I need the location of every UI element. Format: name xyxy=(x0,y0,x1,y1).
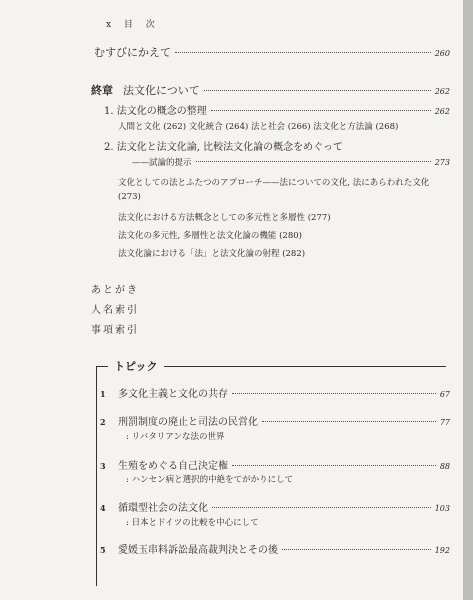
section-2-subtopic: 法文化の多元性, 多層性と法文化論の機能 (280) xyxy=(118,231,302,241)
topic-page: 88 xyxy=(439,462,450,471)
leader-dots xyxy=(232,465,436,466)
toc-section-1 xyxy=(104,102,450,117)
topic-item-2 xyxy=(100,413,450,428)
toc-section-2-subtitle xyxy=(132,156,450,168)
leader-dots xyxy=(232,393,436,394)
leader-dots xyxy=(282,549,431,550)
toc-section-2-title: 2. 法文化と法文化論, 比較法文化論の概念をめぐって xyxy=(104,142,343,153)
topic-title: 刑罰制度の廃止と司法の民営化 xyxy=(118,417,258,428)
toc-entry-musubi xyxy=(94,44,450,60)
back-matter-subject-index: 事項索引 xyxy=(91,325,139,336)
section-page: 273 xyxy=(434,158,450,167)
entry-title: むすびにかえて xyxy=(94,46,171,59)
leader-dots xyxy=(175,52,431,53)
topic-item-3 xyxy=(100,457,450,472)
entry-page: 260 xyxy=(434,49,450,58)
topic-number: 1 xyxy=(100,389,106,399)
leader-dots xyxy=(196,161,431,162)
topic-item-1 xyxy=(100,385,450,400)
page-edge xyxy=(463,0,473,600)
leader-dots xyxy=(204,90,431,91)
toc-entry-final-chapter xyxy=(91,82,450,98)
topic-item-4 xyxy=(100,499,450,514)
topic-number: 5 xyxy=(100,545,106,555)
section-title: 1. 法文化の概念の整理 xyxy=(104,106,207,117)
topic-title: 循環型社会の法文化 xyxy=(118,503,208,514)
topic-frame-left-rule xyxy=(96,366,97,586)
chapter-label: 終章 xyxy=(91,84,113,97)
topic-page: 103 xyxy=(434,504,450,513)
section-2-subtopic: 法文化論における「法」と法文化論の射程 (282) xyxy=(118,249,306,259)
page-header: x 目 次 xyxy=(106,20,160,30)
leader-dots xyxy=(211,110,431,111)
section-2-subtopic: 法文化における方法概念としての多元性と多層性 (277) xyxy=(118,213,331,223)
topic-title: 多文化主義と文化の共存 xyxy=(118,389,228,400)
topic-subtitle: : 日本とドイツの比較を中心にして xyxy=(126,518,259,528)
topic-heading: トピック xyxy=(108,358,164,374)
section-page: 262 xyxy=(434,107,450,116)
topic-number: 2 xyxy=(100,417,106,427)
back-matter-name-index: 人名索引 xyxy=(91,305,139,316)
topic-subtitle: : ハンセン病と選択的中絶をてがかりにして xyxy=(126,475,294,485)
chapter-page: 262 xyxy=(434,87,450,96)
section-2-subtopic: 文化としての法とふたつのアプローチ——法についての文化, 法にあらわれた文化 xyxy=(118,178,430,188)
leader-dots xyxy=(212,507,431,508)
back-matter-afterword: あとがき xyxy=(91,285,139,296)
leader-dots xyxy=(262,421,436,422)
section-subtitle: ——試論的提示 xyxy=(132,158,192,168)
section-2-subtopic: (273) xyxy=(118,192,141,202)
topic-title: 愛媛玉串料訴訟最高裁判決とその後 xyxy=(118,545,278,556)
chapter-title: 法文化について xyxy=(123,84,200,97)
topic-number: 4 xyxy=(100,503,106,513)
topic-page: 192 xyxy=(434,546,450,555)
topic-subtitle: : リバタリアンな法の世界 xyxy=(126,432,225,442)
topic-page: 67 xyxy=(439,390,450,399)
topic-title: 生殖をめぐる自己決定権 xyxy=(118,461,228,472)
section-1-subtopics: 人間と文化 (262) 文化統合 (264) 法と社会 (266) 法文化と方法論 (268) xyxy=(118,122,399,132)
topic-item-5 xyxy=(100,541,450,556)
topic-page: 77 xyxy=(439,418,450,427)
topic-number: 3 xyxy=(100,461,106,471)
